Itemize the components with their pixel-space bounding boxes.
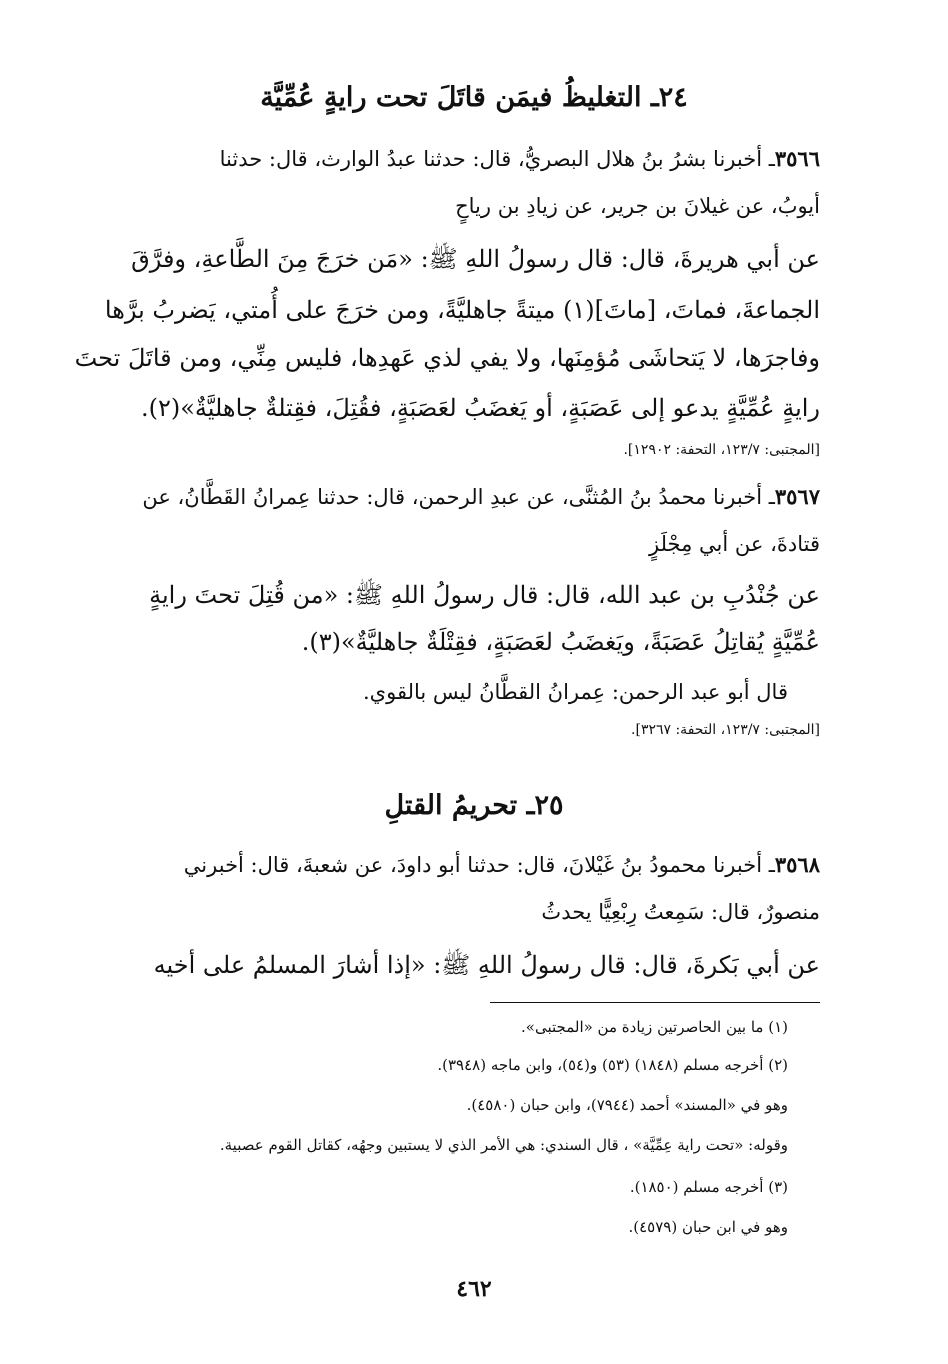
section-heading-24: ٢٤ـ التغليظُ فيمَن قاتَلَ تحت رايةٍ عُمِّيَّة — [260, 82, 688, 113]
hadith-number-3566: ٣٥٦٦ — [774, 146, 820, 171]
footnote-1: (١) ما بين الحاصرتين زيادة من «المجتبى». — [521, 1018, 788, 1036]
hadith-3568-matn-line1: عن أبي بَكرةَ، قال: قال رسولُ اللهِ ﷺ: «إذا أشارَ المسلمُ على أخيه — [153, 951, 820, 979]
hadith-3567-isnad-line2: قتادةَ، عن أبي مِجْلَزٍ — [649, 532, 820, 556]
hadith-number-3567: ٣٥٦٧ — [774, 484, 820, 509]
hadith-3566-matn-line3: وفاجرَها، لا يَتحاشَى مُؤمِنَها، ولا يفي لذي عَهدِها، فليس مِنِّي، ومن قاتَلَ تحتَ — [74, 344, 820, 372]
isnad-text: ـ أخبرنا محمدُ بنُ المُثنَّى، عن عبدِ الرحمن، قال: حدثنا عِمرانُ القَطَّانُ، عن — [142, 485, 775, 509]
hadith-3566-matn-line4: رايةٍ عُمِّيَّةٍ يدعو إلى عَصَبَةٍ، أو يَغضَبُ لعَصَبَةٍ، فقُتِلَ، فقِتلةٌ جاهليَّةٌ»(٢). — [140, 394, 820, 422]
footnote-separator — [490, 1002, 820, 1003]
hadith-3567-isnad-line1 — [142, 484, 820, 509]
hadith-3567-matn-line2: عُمِّيَّةٍ يُقاتِلُ عَصَبَةً، ويَغضَبُ لعَصَبَةٍ، فقِتْلَةٌ جاهليَّةٌ»(٣). — [301, 628, 820, 656]
footnote-3-continuation: وهو في ابن حبان (٤٥٧٩). — [628, 1218, 788, 1236]
footnote-2: (٢) أخرجه مسلم (١٨٤٨) (٥٣) و(٥٤)، وابن ماجه (٣٩٤٨). — [437, 1056, 788, 1074]
hadith-3567-matn-line1: عن جُنْدُبِ بن عبد الله، قال: قال رسولُ اللهِ ﷺ: «من قُتِلَ تحتَ رايةٍ — [149, 581, 820, 609]
footnote-2-comment: وقوله: «تحت راية عِمِّيَّة» ، قال السندي: هي الأمر الذي لا يستبين وجهُه، كقاتل القوم عصبية. — [219, 1136, 788, 1154]
hadith-3566-matn-line2: الجماعةَ، فماتَ، [ماتَ](١) ميتةً جاهليَّةً، ومن خرَجَ على أُمتي، يَضربُ برَّها — [104, 296, 820, 324]
hadith-3566-reference: [المجتبى: ١٢٣/٧، التحفة: ١٢٩٠٢]. — [623, 442, 820, 458]
isnad-text: ـ أخبرنا محمودُ بنُ غَيْلانَ، قال: حدثنا أبو داودَ، عن شعبةَ، قال: أخبرني — [183, 853, 775, 877]
hadith-3568-isnad-line1 — [184, 852, 820, 877]
hadith-number-3568: ٣٥٦٨ — [774, 852, 820, 877]
hadith-3567-comment: قال أبو عبد الرحمن: عِمرانُ القطَّانُ ليس بالقوي. — [363, 680, 788, 704]
section-heading-25: ٢٥ـ تحريمُ القتلِ — [384, 790, 564, 821]
footnote-2-continuation: وهو في «المسند» أحمد (٧٩٤٤)، وابن حبان (٤٥٨٠). — [466, 1096, 788, 1114]
isnad-text: ـ أخبرنا بشرُ بنُ هلال البصريُّ، قال: حدثنا عبدُ الوارث، قال: حدثنا — [219, 147, 775, 171]
hadith-3568-isnad-line2: منصورٌ، قال: سَمِعتُ رِبْعِيًّا يحدثُ — [541, 900, 820, 924]
hadith-3567-reference: [المجتبى: ١٢٣/٧، التحفة: ٣٢٦٧]. — [631, 722, 820, 738]
hadith-3566-isnad-line2: أيوبُ، عن غيلانَ بن جرير، عن زيادِ بن رياحٍ — [455, 194, 820, 218]
footnote-3: (٣) أخرجه مسلم (١٨٥٠). — [629, 1178, 788, 1196]
hadith-3566-isnad-line1 — [220, 146, 820, 171]
hadith-3566-matn-line1: عن أبي هريرةَ، قال: قال رسولُ اللهِ ﷺ: «مَن خرَجَ مِنَ الطَّاعةِ، وفرَّقَ — [131, 245, 820, 273]
page-number: ٤٦٢ — [456, 1276, 492, 1302]
